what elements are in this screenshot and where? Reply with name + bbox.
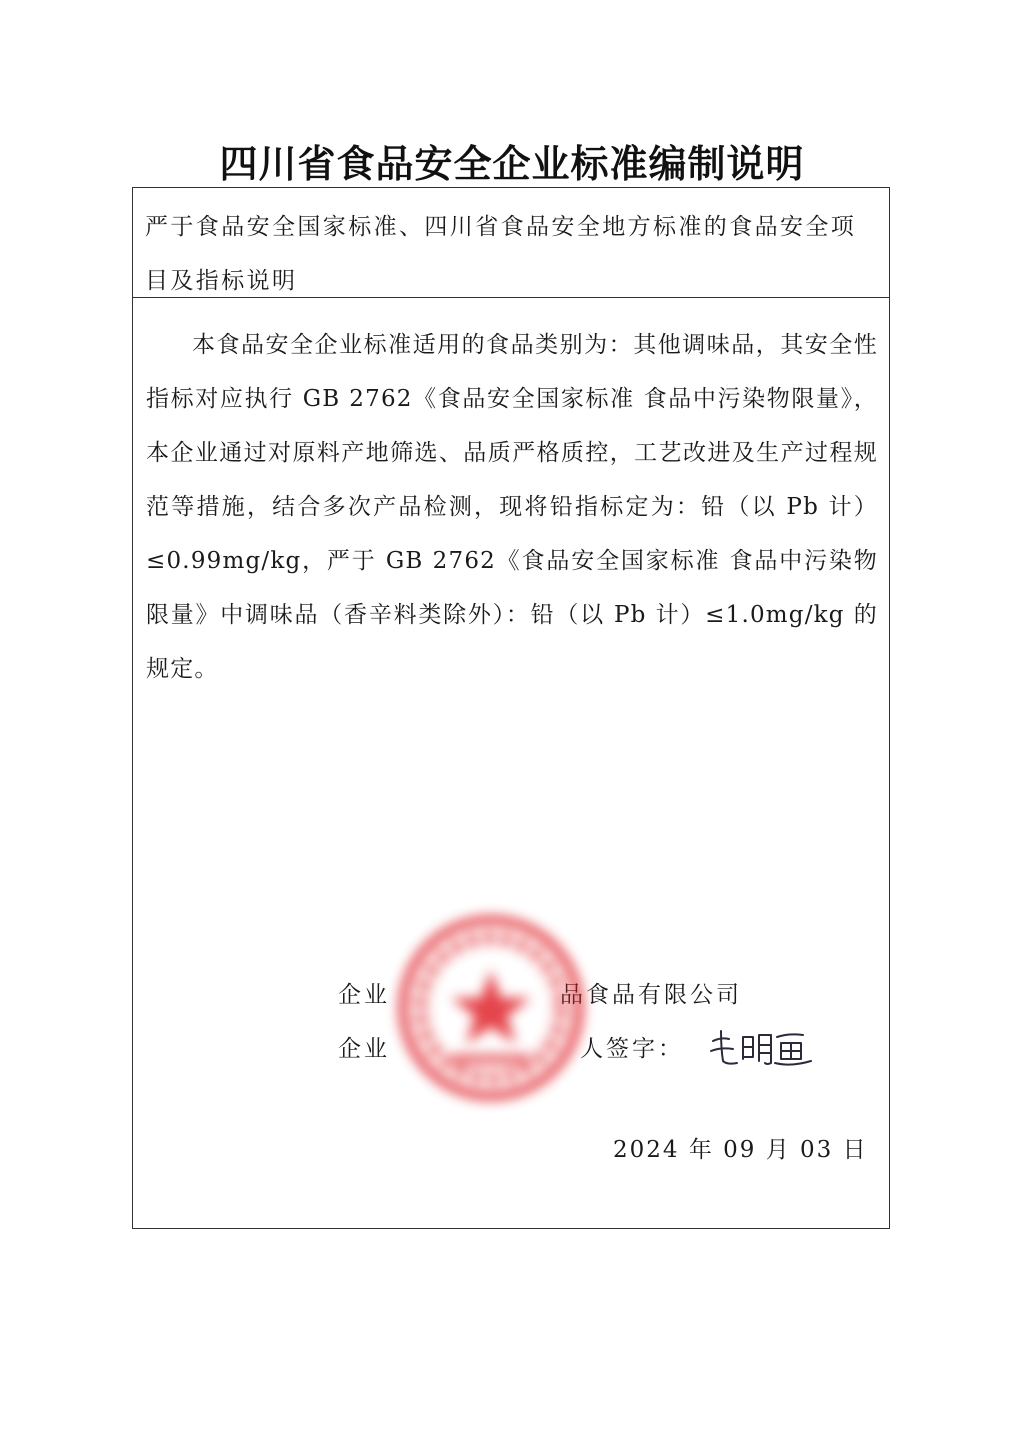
explanation-paragraph: 本食品安全企业标准适用的食品类别为：其他调味品，其安全性指标对应执行 GB 2762《食品安全国家标准 食品中污染物限量》，本企业通过对原料产地筛选、品质严格质控，工艺改进及生产过程规范等措施，结合多次产品检测，现将铅指标定为：铅（以 Pb 计）≤0.99mg/kg，严于 GB 2762《食品安全国家标准 食品中污染物限量》中调味品（香辛料类除外）：铅（以 Pb 计）≤1.0mg/kg 的规定。 — [146, 332, 878, 682]
handwritten-signature — [707, 1023, 817, 1073]
company-name-visible: 品食品有限公司 — [560, 982, 742, 1008]
section-heading: 严于食品安全国家标准、四川省食品安全地方标准的食品安全项目及指标说明 — [133, 188, 889, 298]
company-seal-stamp — [391, 908, 591, 1108]
rep-label-start: 企业 — [338, 1036, 390, 1062]
rep-label-end: 人签字： — [580, 1036, 684, 1062]
page-title: 四川省食品安全企业标准编制说明 — [219, 142, 805, 186]
document-frame — [132, 187, 890, 1229]
company-label-start: 企业 — [338, 982, 390, 1008]
signing-date: 2024 年 09 月 03 日 — [613, 1137, 868, 1163]
